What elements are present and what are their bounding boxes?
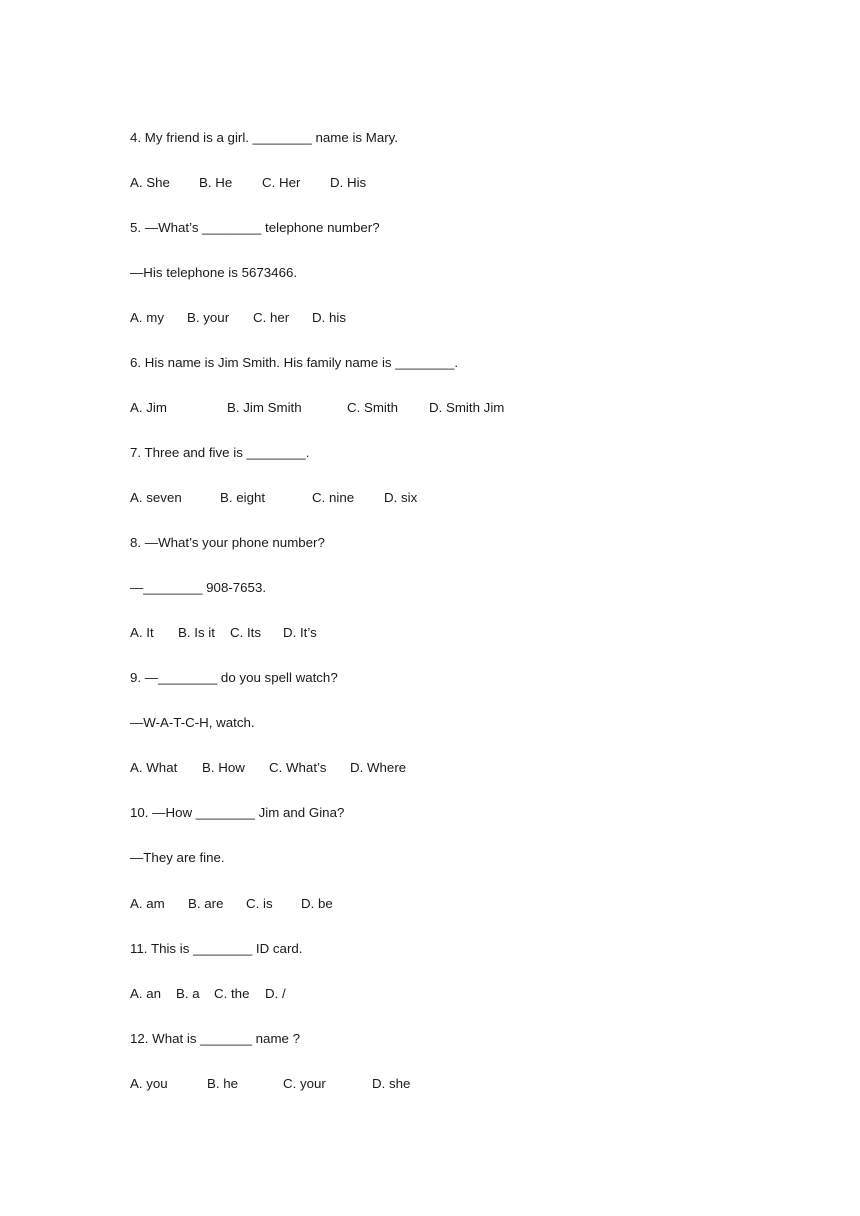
option-d: D. / <box>265 986 286 1001</box>
option-b: B. Is it <box>178 625 215 640</box>
question-10-stem: 10. —How ________ Jim and Gina? <box>130 805 345 820</box>
option-d: D. his <box>312 310 346 325</box>
option-c: C. nine <box>312 490 355 505</box>
question-8-options <box>130 623 530 643</box>
question-9-stem: 9. —________ do you spell watch? <box>130 670 338 685</box>
question-4-stem: 4. My friend is a girl. ________ name is Mary. <box>130 130 399 145</box>
option-c: C. is <box>246 896 273 911</box>
option-c: C. the <box>214 986 250 1001</box>
question-12-options <box>130 1074 530 1094</box>
question-6-options <box>130 398 580 418</box>
question-10-options <box>130 894 530 914</box>
option-a: A. an <box>130 986 162 1001</box>
option-c: C. Smith <box>347 400 398 415</box>
option-a: A. my <box>130 310 164 325</box>
question-6-stem: 6. His name is Jim Smith. His family name is ________. <box>130 355 459 370</box>
option-d: D. Smith Jim <box>429 400 505 415</box>
option-b: B. your <box>187 310 230 325</box>
option-c: C. your <box>283 1076 326 1091</box>
option-c: C. Its <box>230 625 262 640</box>
question-11-options <box>130 984 530 1004</box>
option-b: B. are <box>188 896 224 911</box>
option-b: B. eight <box>220 490 266 505</box>
question-10-answer-line: —They are fine. <box>130 850 225 865</box>
option-a: A. am <box>130 896 165 911</box>
option-d: D. It’s <box>283 625 317 640</box>
question-9-answer-line: —W-A-T-C-H, watch. <box>130 715 255 730</box>
option-d: D. she <box>372 1076 411 1091</box>
option-a: A. What <box>130 760 178 775</box>
question-8-answer-line: —________ 908-7653. <box>130 580 267 595</box>
option-a: A. Jim <box>130 400 167 415</box>
question-8-stem: 8. —What’s your phone number? <box>130 535 325 550</box>
option-d: D. be <box>301 896 333 911</box>
option-a: A. She <box>130 175 170 190</box>
question-9-options <box>130 758 530 778</box>
question-5-answer-line: —His telephone is 5673466. <box>130 265 298 280</box>
option-b: B. He <box>199 175 233 190</box>
option-d: D. His <box>330 175 367 190</box>
question-5-stem: 5. —What’s ________ telephone number? <box>130 220 380 235</box>
option-c: C. her <box>253 310 290 325</box>
question-12-stem: 12. What is _______ name ? <box>130 1031 301 1046</box>
question-7-options <box>130 488 530 508</box>
question-4-options <box>130 173 530 193</box>
option-c: C. What’s <box>269 760 327 775</box>
option-a: A. you <box>130 1076 168 1091</box>
option-b: B. a <box>176 986 200 1001</box>
option-b: B. How <box>202 760 245 775</box>
option-c: C. Her <box>262 175 301 190</box>
option-b: B. he <box>207 1076 239 1091</box>
option-a: A. It <box>130 625 154 640</box>
question-7-stem: 7. Three and five is ________. <box>130 445 310 460</box>
option-d: D. Where <box>350 760 407 775</box>
option-d: D. six <box>384 490 418 505</box>
option-b: B. Jim Smith <box>227 400 302 415</box>
question-11-stem: 11. This is ________ ID card. <box>130 941 303 956</box>
option-a: A. seven <box>130 490 182 505</box>
question-5-options <box>130 308 530 328</box>
